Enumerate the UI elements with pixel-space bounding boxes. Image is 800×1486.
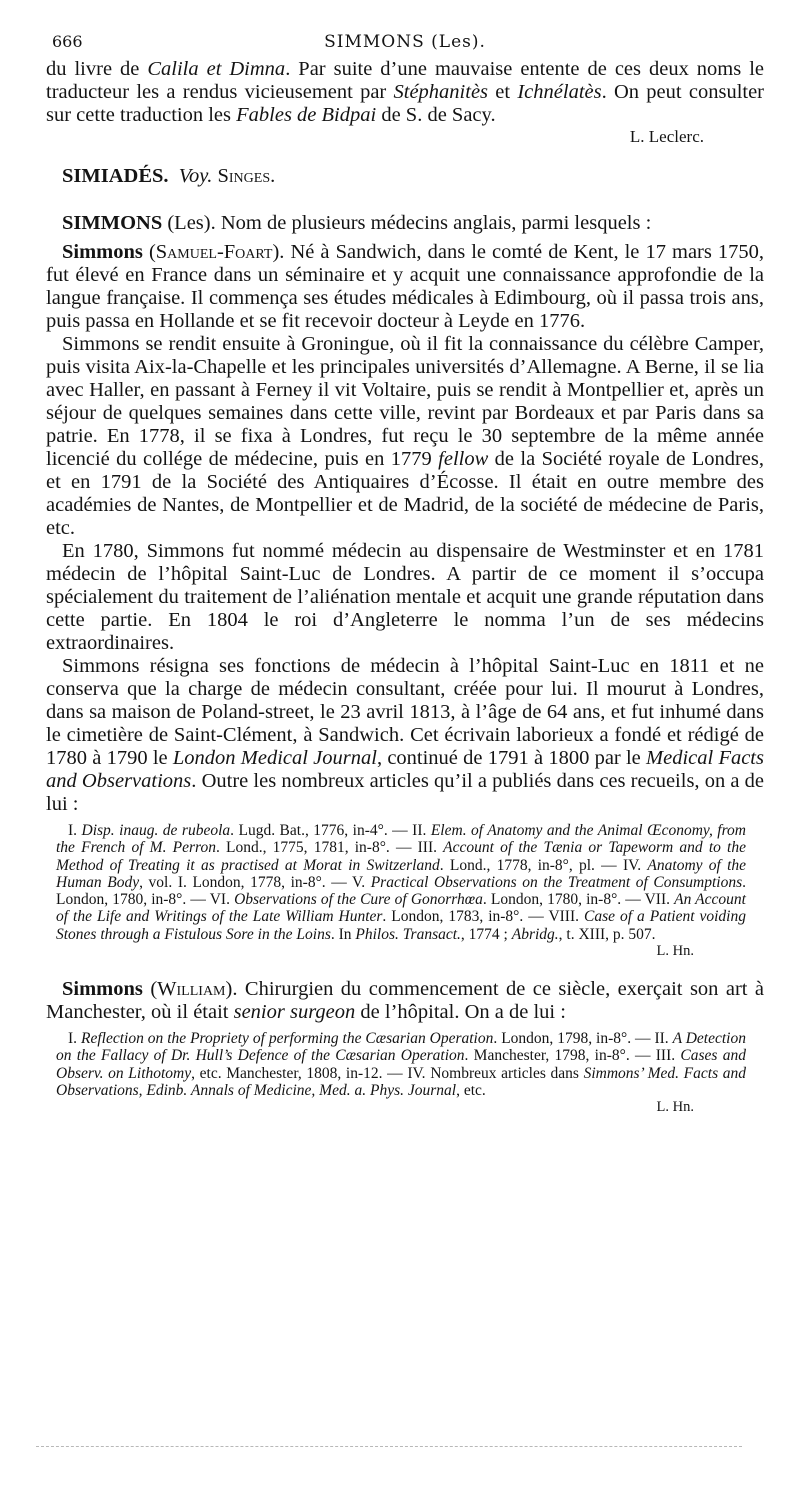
name: Stéphanitès bbox=[393, 81, 489, 103]
entry-text: Chirurgien du commencement de ce siècle, exerçait son art à Manchester, où il était bbox=[46, 978, 765, 1024]
title: Calila et Dimna bbox=[147, 58, 286, 80]
continuation-paragraph bbox=[46, 58, 764, 127]
bib-item: I. Reflection on the Propriety of performing the Cæsarian Operation. London, 1798, in-8°. — bbox=[68, 1030, 655, 1048]
entry-text: de l’hôpital. On a de lui : bbox=[355, 1001, 566, 1024]
text: du livre de bbox=[46, 58, 148, 80]
bibliography-samuel bbox=[56, 822, 746, 943]
entry-simmons-les bbox=[46, 212, 764, 235]
page-bottom-rule bbox=[36, 1446, 742, 1447]
bib-item: II. A Detection on the Fallacy of Dr. Hull’s Defence of the Cæsarian Operation. Manchester, 1798, in-8°. — bbox=[56, 1030, 746, 1065]
bib-item: II. Elem. of Anatomy and the Animal Œconomy, from the French of M. Perron. Lond., 1775, 1781, in-8°. — bbox=[56, 822, 747, 857]
bib-item: VI. Observations of the Cure of Gonorrhœa. London, 1780, in-8°. — bbox=[209, 891, 645, 909]
entry-samuel-p1 bbox=[46, 241, 764, 333]
journal-title: Medical Facts and Observations bbox=[46, 747, 764, 792]
qualifier: (William). bbox=[150, 978, 238, 1001]
text: . On peut consulter sur cette traduction les bbox=[46, 81, 765, 126]
bib-item: VIII. Case of a Patient voiding Stones through a Fistulous Sore in the Loins. In bbox=[56, 908, 746, 943]
bib-item: Philos. Transact., 1774 ; bbox=[355, 925, 512, 943]
page-header bbox=[46, 28, 764, 58]
entry-text: Nom de plusieurs médecins anglais, parmi lesquels : bbox=[220, 212, 652, 234]
headword: SIMIADÉS. bbox=[62, 165, 169, 187]
bib-item: III. Account of the Tænia or Tapeworm and to the Method of Treating it as practised at Morat in Switzerland. Lond., 1778, in-8°, pl. — bbox=[56, 839, 746, 874]
running-head: SIMMONS (Les). bbox=[324, 32, 486, 52]
entry-simiades bbox=[46, 165, 764, 188]
text: et bbox=[488, 81, 518, 103]
bib-item: VII. An Account of the Life and Writings of the Late William Hunter. London, 1783, in-8°. — bbox=[56, 891, 746, 926]
voy-label: Voy. bbox=[178, 165, 213, 187]
page-number: 666 bbox=[52, 32, 83, 51]
bib-item: I. Disp. inaug. de rubeola. Lugd. Bat., 1776, in-4°. — bbox=[68, 822, 413, 839]
qualifier: (Les). bbox=[167, 212, 216, 234]
paragraph-text: Né à Sandwich, dans le comté de Kent, le 17 mars 1750, fut élevé en France dans un séminaire et y acquit une connaissance approfondie de la langue française. Il commença ses études médicales à Edimbourg, où il passa trois ans, puis passa en Hollande et se fit recevoir docteur à Leyde en 1776. bbox=[46, 241, 765, 332]
text: . Par suite d’une mauvaise entente de ces deux noms le traducteur les a rendus vicieusement par bbox=[46, 58, 765, 103]
bib-item: IV. Anatomy of the Human Body, vol. I. London, 1778, in-8°. — bbox=[56, 856, 747, 891]
signature-leclerc: L. Leclerc. bbox=[629, 127, 704, 146]
entry-william bbox=[46, 978, 764, 1024]
bib-item: V. Practical Observations on the Treatment of Consumptions. London, 1780, in-8°. — bbox=[56, 873, 746, 909]
bibliography-william bbox=[56, 1030, 746, 1099]
paragraph-text: Simmons se rendit ensuite à Groningue, où il fit la connaissance du célèbre Camper, puis visita Aix-la-Chapelle et les principales universités d’Allemagne. A Berne, il se lia avec Haller, en passant à Ferney il vit Voltaire, puis se rendit à Montpellier et, après un séjour de quelques semaines dans cette ville, revint par Bordeaux et par Paris dans sa patrie. En 1778, il se fixa à Londres, fut reçu le 30 septembre de la même année licencié du collége de médecine, bbox=[46, 333, 764, 470]
headword: Simmons bbox=[62, 978, 143, 1001]
entry-samuel-p2 bbox=[46, 333, 764, 540]
qualifier: (Samuel-Foart). bbox=[148, 241, 285, 263]
signature-hn: L. Hn. bbox=[656, 943, 694, 960]
paragraph-text: puis en 1779 bbox=[324, 448, 439, 470]
headword: SIMMONS bbox=[62, 212, 163, 234]
title: Fables de Bidpai bbox=[236, 104, 377, 126]
name: Ichnélatès bbox=[517, 81, 602, 103]
paragraph-text: , continué de 1791 à 1800 par le bbox=[376, 747, 647, 769]
paragraph-text: . Outre les nombreux articles qu’il a publiés dans ces recueils, on a de lui : bbox=[46, 770, 765, 815]
bib-item: Simmons’ Med. Facts and Observations, Edinb. Annals of Medicine, Med. a. Phys. Journal, etc. bbox=[56, 1064, 746, 1099]
bib-item: Abridg., t. XIII, p. 507. bbox=[511, 925, 656, 943]
bib-item: III. Cases and Observ. on Lithotomy, etc. Manchester, 1808, in-12. — bbox=[56, 1047, 746, 1082]
headword: Simmons bbox=[62, 241, 143, 263]
fellow-term: fellow bbox=[438, 448, 489, 470]
entry-samuel-p3 bbox=[46, 540, 764, 655]
paragraph-text: de la Société royale de Londres, et en 1791 de la Société des Antiquaires d’Écosse. Il était en outre membre des académies de Nantes, de Montpellier et de Madrid, de la société de médecine de Paris, etc. bbox=[46, 448, 765, 539]
entry-samuel-p4 bbox=[46, 655, 764, 816]
bib-item: IV. Nombreux articles dans bbox=[407, 1064, 584, 1082]
paragraph-text: En 1780, Simmons fut nommé médecin au dispensaire de Westminster et en 1781 médecin de l’hôpital Saint-Luc de Londres. A partir de ce moment il s’occupa spécialement du traitement de l’aliénation mentale et acquit une grande réputation dans cette partie. En 1804 le roi d’Angleterre le nomma l’un de ses médecins extraordinaires. bbox=[46, 540, 764, 654]
paragraph-text: Simmons résigna ses fonctions de médecin à l’hôpital Saint-Luc en 1811 et ne conserva que la charge de médecin consultant, créée pour lui. Il mourut à Londres, dans sa maison de Poland-street, le 23 avril 1813, à l’âge de 64 ans, et fut inhumé dans le cimetière de Saint-Clément, à Sandwich. Cet écrivain laborieux a fondé et rédigé de 1780 à 1790 le bbox=[46, 655, 764, 769]
journal-title: London Medical Journal bbox=[172, 747, 377, 769]
signature-hn: L. Hn. bbox=[656, 1099, 694, 1116]
dictionary-page bbox=[46, 28, 764, 1116]
text: de S. de Sacy. bbox=[376, 104, 496, 126]
cross-reference: Singes. bbox=[217, 165, 276, 187]
title-term: senior surgeon bbox=[233, 1001, 356, 1024]
